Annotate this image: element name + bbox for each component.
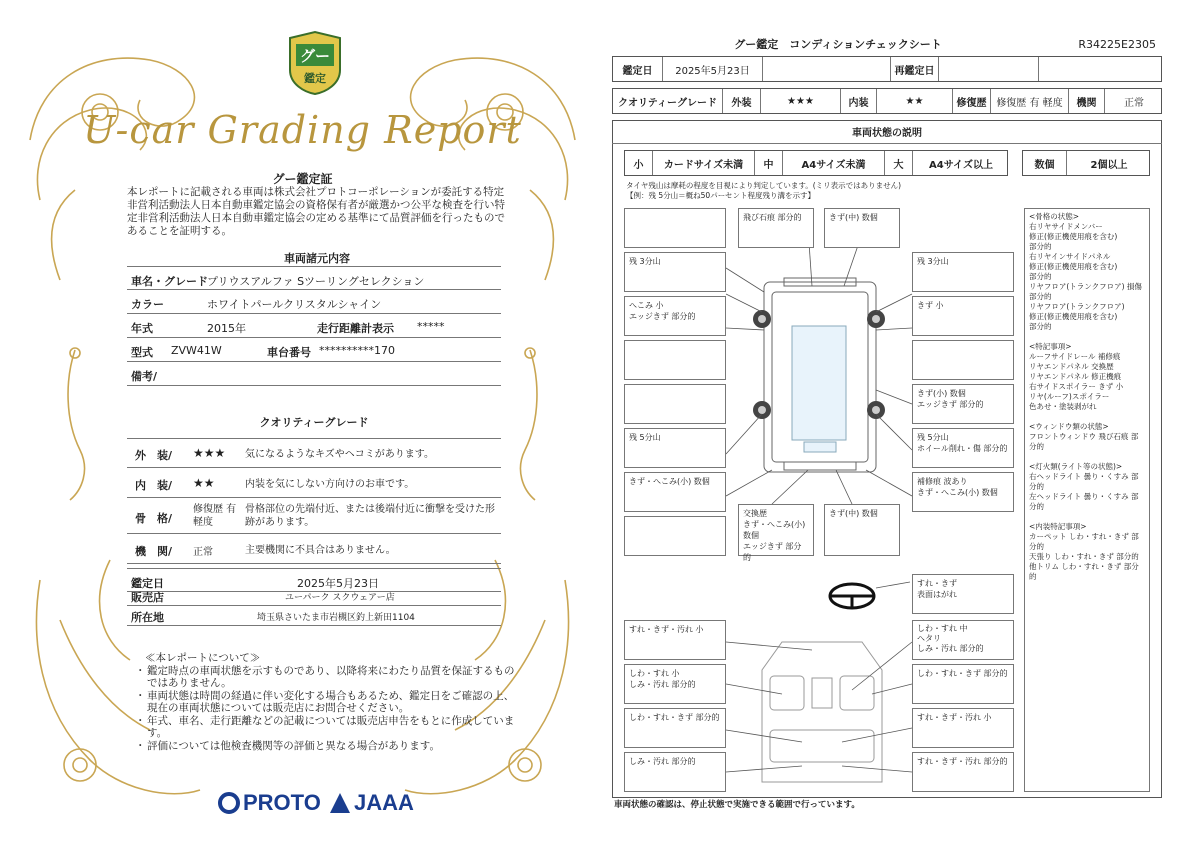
spec-value: ***** (417, 320, 445, 333)
date-label: 鑑定日 (613, 57, 663, 81)
interior-label: 内装 (841, 89, 877, 113)
note-item: ・ 鑑定時点の車両状態を示すものであり、以降将来にわたり品質を保証するものではありません。 (135, 665, 515, 690)
spec-value: プリウスアルファ Sツーリングセレクション (207, 275, 425, 288)
shop-value: ユーパーク スクウェアー店 (285, 593, 395, 603)
jaaa-mark-icon (330, 793, 350, 813)
side-note-line: リヤフロア(トランクフロア) 損傷 (1029, 282, 1142, 291)
note-box: きず 小 (912, 296, 1014, 336)
badge-text: グー (299, 47, 331, 65)
side-note-line: 右ヘッドライト 曇り・くすみ 部分的 (1029, 472, 1139, 491)
badge-sub: 鑑定 (304, 72, 326, 85)
quality-label: 骨 格/ (135, 512, 173, 525)
quality-desc: 気になるようなキズやヘコミがあります。 (245, 449, 434, 460)
side-note-line: <灯火類(ライト等の状態)> (1029, 462, 1123, 471)
sheet-code: R34225E2305 (1078, 38, 1156, 51)
count-label: 数個 (1023, 151, 1067, 175)
note-box: しわ・すれ 中 ヘタリ しみ・汚れ 部分的 (912, 620, 1014, 660)
note-item: ・ 評価については他検査機関等の評価と異なる場合があります。 (135, 740, 515, 753)
quality-desc: 骨格部位の先端付近、または後端付近に衝撃を受けた形跡があります。 (245, 504, 495, 528)
quality-value: ★★ (193, 476, 215, 490)
spec-label: カラー (131, 298, 164, 311)
side-note-line: 修正(修正機使用痕を含む) (1029, 232, 1118, 241)
exterior-label: 外装 (723, 89, 761, 113)
note-box: すれ・きず・汚れ 部分的 (912, 752, 1014, 792)
note-item: ・ 年式、車名、走行距離などの記載については販売店申告をもとに作成しています。 (135, 715, 515, 740)
quality-row-engine (127, 534, 501, 564)
size-small-desc: カードサイズ未満 (653, 151, 755, 175)
address-value: 埼玉県さいたま市岩槻区釣上新田1104 (257, 613, 415, 623)
side-note-line (1029, 452, 1145, 462)
quality-row-interior (127, 468, 501, 498)
size-mid: 中 (755, 151, 783, 175)
note-box (624, 208, 726, 248)
sheet-title: グー鑑定 コンディションチェックシート (734, 38, 942, 51)
proto-logo (218, 790, 321, 816)
note-box: 残 5分山 (624, 428, 726, 468)
side-note-line: 部分的 (1029, 322, 1052, 331)
interior-value: ★★ (877, 89, 953, 113)
shop-label: 販売店 (131, 591, 164, 604)
side-note-line: 右サイドスポイラー きず 小 (1029, 382, 1124, 391)
note-box: 残 5分山 ホイール削れ・傷 部分的 (912, 428, 1014, 468)
note-box: すれ・きず・汚れ 小 (624, 620, 726, 660)
note-box: きず・へこみ(小) 数個 (624, 472, 726, 512)
spec-label: 車台番号 (267, 346, 311, 359)
note-box: しわ・すれ・きず 部分的 (912, 664, 1014, 704)
quality-row-exterior (127, 438, 501, 468)
note-item: ・ 車両状態は時間の経過に伴い変化する場合もあるため、鑑定日をご確認の上、現在の車両状態については販売店にお問合せください。 (135, 690, 515, 715)
exterior-value: ★★★ (761, 89, 841, 113)
note-box: へこみ 小 エッジきず 部分的 (624, 296, 726, 336)
jaaa-logo-text: JAAA (354, 790, 414, 815)
quality-desc: 主要機関に不具合はありません。 (245, 545, 396, 556)
quality-grade-label: クオリティーグレード (613, 89, 723, 113)
side-note-line: フロントウィンドウ 飛び石痕 部分的 (1029, 432, 1139, 451)
spec-label: 型式 (131, 346, 153, 359)
quality-desc: 内装を気にしない方向けのお車です。 (245, 479, 415, 490)
spec-label: 備考/ (131, 370, 158, 383)
certificate-statement: 本レポートに記載される車両は株式会社プロトコーポレーションが委託する特定非営利活動法人日本自動車鑑定協会の資格保有者が厳選かつ公平な検査を行い特定非営利活動法人日本自動車鑑定協会の定める基準にて品質評価を行ったものであることを証明する。 (127, 186, 505, 237)
quality-value: ★★★ (193, 446, 226, 460)
spec-row-color (127, 290, 501, 314)
proto-mark-icon (218, 792, 240, 814)
side-note-line: リヤフロア(トランクフロア) (1029, 302, 1125, 311)
side-note-line: 部分的 (1029, 272, 1052, 281)
jaaa-logo (330, 790, 414, 816)
side-note-line: 左ヘッドライト 曇り・くすみ 部分的 (1029, 492, 1139, 511)
quality-value: 正常 (193, 547, 213, 558)
note-box: すれ・きず 表面はがれ (912, 574, 1014, 614)
note-box: 補修痕 波あり きず・へこみ(小) 数個 (912, 472, 1014, 512)
report-title: U-car Grading Report (83, 108, 522, 152)
condition-check-sheet (612, 30, 1164, 820)
side-note-line: リヤ(ルーフ)スポイラー (1029, 392, 1110, 401)
side-note-line: 色あせ・塗装剥がれ (1029, 402, 1097, 411)
appraisal-date-value: 2025年5月23日 (297, 577, 379, 590)
side-note-line: カーペット しわ・すれ・きず 部分的 (1029, 532, 1139, 551)
side-note-line (1029, 412, 1145, 422)
tire-note: タイヤ残山は摩耗の程度を目視により判定しています。(ミリ表示ではありません) (626, 181, 902, 190)
goo-appraisal-badge (286, 30, 344, 96)
side-note-line (1029, 332, 1145, 342)
certificate-subtitle: グー鑑定証 (272, 172, 333, 186)
note-box (624, 340, 726, 380)
note-box: すれ・きず・汚れ 小 (912, 708, 1014, 748)
quality-label: 内 装/ (135, 479, 173, 492)
count-desc: 2個以上 (1090, 159, 1128, 171)
note-box: 残 3分山 (912, 252, 1014, 292)
reappraisal-label: 再鑑定日 (891, 57, 939, 81)
note-box: しわ・すれ 小 しみ・汚れ 部分的 (624, 664, 726, 704)
spec-row-year (127, 314, 501, 338)
quality-row-frame (127, 498, 501, 534)
spec-label: 走行距離計表示 (317, 322, 394, 335)
side-note-line: <内装特記事項> (1029, 522, 1087, 531)
quality-label: 機 関/ (135, 545, 173, 558)
address-row (127, 606, 501, 626)
side-note-line: <ウィンドウ類の状態> (1029, 422, 1109, 431)
engine-value: 正常 (1124, 97, 1144, 109)
tire-example: 【例：残 5分山＝概ね50パーセント程度残り溝を示す】 (626, 191, 816, 200)
spec-value: ホワイトパールクリスタルシャイン (207, 298, 382, 311)
side-note-line: 部分的 (1029, 292, 1052, 301)
date-value: 2025年5月23日 (663, 57, 763, 81)
size-small: 小 (625, 151, 653, 175)
quality-value: 修復歴 有軽度 (193, 504, 237, 528)
note-box (624, 384, 726, 424)
note-box (912, 340, 1014, 380)
spec-row-name (127, 266, 501, 290)
side-note-line: 天張り しわ・すれ・きず 部分的 (1029, 552, 1139, 561)
quality-heading: クオリティーグレード (127, 414, 501, 439)
size-mid-desc: A4サイズ未満 (783, 151, 885, 175)
side-notes-panel (1024, 208, 1150, 792)
appraisal-date-label: 鑑定日 (131, 577, 164, 590)
notes-title: ≪本レポートについて≫ (145, 652, 261, 664)
repair-value: 修復歴 有 軽度 (991, 89, 1069, 113)
address-label: 所在地 (131, 611, 164, 624)
note-box: きず(小) 数個 エッジきず 部分的 (912, 384, 1014, 424)
note-box: きず(中) 数個 (824, 208, 900, 248)
side-note-line: 部分的 (1029, 242, 1052, 251)
side-note-line: 修正(修正機使用痕を含む) (1029, 312, 1118, 321)
note-box: 交換歴 きず・へこみ(小) 数個 エッジきず 部分的 (738, 504, 814, 556)
note-box: 残 3分山 (624, 252, 726, 292)
engine-label: 機関 (1069, 89, 1105, 113)
spec-value: ZVW41W (171, 344, 222, 357)
side-note-line: 他トリム しわ・すれ・きず 部分的 (1029, 562, 1139, 581)
side-note-line: リヤエンドパネル 交換歴 (1029, 362, 1114, 371)
proto-logo-text: PROTO (243, 790, 321, 815)
spec-label: 車名・グレード (131, 275, 208, 288)
spec-label: 年式 (131, 322, 153, 335)
side-note-line (1029, 512, 1145, 522)
section-title: 車両状態の説明 (612, 120, 1162, 144)
side-note-line: <骨格の状態> (1029, 212, 1080, 221)
spec-value: 2015年 (207, 322, 246, 335)
report-notes (135, 652, 515, 752)
note-box: しみ・汚れ 部分的 (624, 752, 726, 792)
note-box: きず(中) 数個 (824, 504, 900, 556)
shop-row (127, 586, 501, 606)
note-box (624, 516, 726, 556)
side-note-line: ルーフサイドレール 補修痕 (1029, 352, 1121, 361)
grading-certificate (20, 20, 585, 828)
quality-label: 外 装/ (135, 449, 173, 462)
spec-row-remarks (127, 362, 501, 386)
spec-row-model (127, 338, 501, 362)
side-note-line: リヤエンドパネル 修正機痕 (1029, 372, 1122, 381)
spec-heading: 車両諸元内容 (284, 252, 350, 265)
note-box: 飛び石痕 部分的 (738, 208, 814, 248)
size-large-desc: A4サイズ以上 (929, 159, 993, 171)
sheet-footer: 車両状態の確認は、停止状態で実施できる範囲で行っています。 (614, 800, 860, 810)
note-box: しわ・すれ・きず 部分的 (624, 708, 726, 748)
spec-value: **********170 (319, 344, 395, 357)
side-note-line: 修正(修正機使用痕を含む) (1029, 262, 1118, 271)
side-note-line: <特記事項> (1029, 342, 1072, 351)
side-note-line: 右リヤインサイドパネル (1029, 252, 1111, 261)
repair-label: 修復歴 (953, 89, 991, 113)
size-large: 大 (885, 151, 913, 175)
side-note-line: 右リヤサイドメンバー (1029, 222, 1103, 231)
